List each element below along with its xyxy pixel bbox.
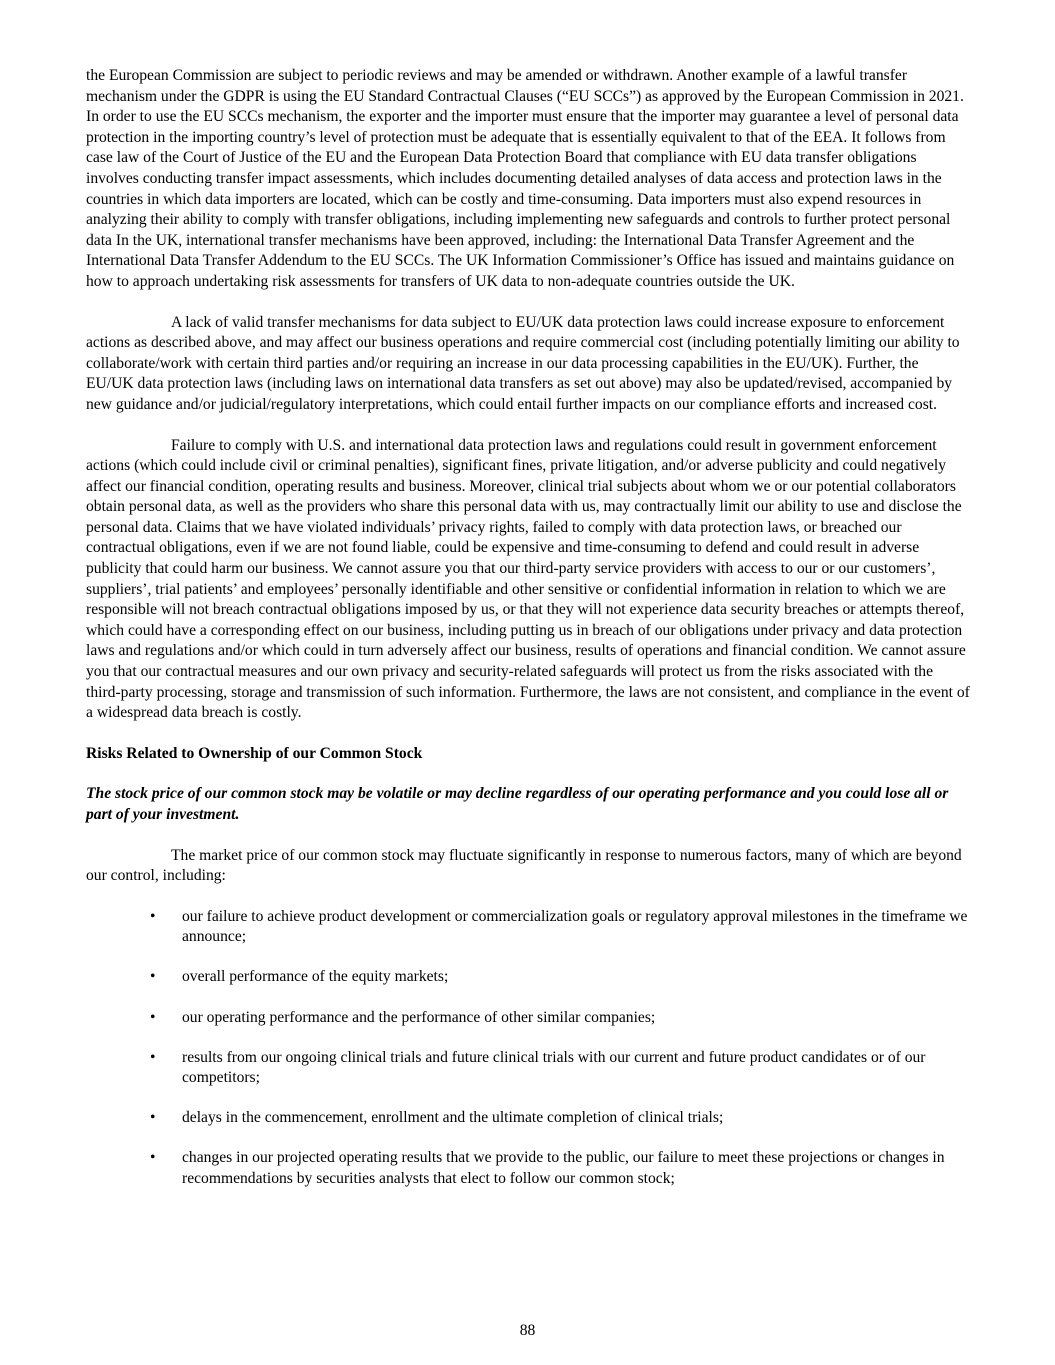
section-heading: Risks Related to Ownership of our Common Stock xyxy=(86,744,423,762)
paragraph-market-price-intro: The market price of our common stock may fluctuate significantly in response to numerous factors, many of which are beyond our control, including: xyxy=(86,846,962,885)
bullet-icon: • xyxy=(150,1109,156,1127)
bullet-icon: • xyxy=(150,907,156,925)
bullet-icon: • xyxy=(150,1008,156,1026)
risk-factor-bullet-list xyxy=(86,907,970,1190)
paragraph-compliance-failure: Failure to comply with U.S. and international data protection laws and regulations could result in government enforcement actions (which could include civil or criminal penalties), significant fines, private litigation, and/or adverse publicity and could negatively affect our financial condition, operating results and business. Moreover, clinical trial subjects about whom we or our potential collaborators obtain personal data, as well as the providers who share this personal data with us, may contractually limit our ability to use and disclose the personal data. Claims that we have violated individuals’ privacy rights, failed to comply with data protection laws, or breached our contractual obligations, even if we are not found liable, could be expensive and time-consuming to defend and could result in adverse publicity that could harm our business. We cannot assure you that our third-party service providers with access to our or our customers’, suppliers’, trial patients’ and employees’ personally identifiable and other sensitive or confidential information in relation to which we are responsible will not breach contractual obligations imposed by us, or that they will not experience data security breaches or attempts thereof, which could have a corresponding effect on our business, including putting us in breach of our obligations under privacy and data protection laws and regulations and/or which could in turn adversely affect our business, results of operations and financial condition. We cannot assure you that our contractual measures and our own privacy and security-related safeguards will protect us from the risks associated with the third-party processing, storage and transmission of such information. Furthermore, the laws are not consistent, and compliance in the event of a widespread data breach is costly. xyxy=(86,436,970,722)
paragraph-transfer-mechanisms: the European Commission are subject to periodic reviews and may be amended or withdrawn. Another example of a lawful transfer mechanism under the GDPR is using the EU Standard Contractual Clauses (“EU SCCs”) as approved by the European Commission in 2021. In order to use the EU SCCs mechanism, the exporter and the importer must ensure that the importer may guarantee a level of personal data protection in the importing country’s level of protection must be adequate that is essentially equivalent to that of the EEA. It follows from case law of the Court of Justice of the EU and the European Data Protection Board that compliance with EU data transfer obligations involves conducting transfer impact assessments, which includes documenting detailed analyses of data access and protection laws in the countries in which data importers are located, which can be costly and time-consuming. Data importers must also expend resources in analyzing their ability to comply with transfer obligations, including implementing new safeguards and controls to further protect personal data In the UK, international transfer mechanisms have been approved, including: the International Data Transfer Agreement and the International Data Transfer Addendum to the EU SCCs. The UK Information Commissioner’s Office has issued and maintains guidance on how to approach undertaking risk assessments for transfers of UK data to non-adequate countries outside the UK. xyxy=(86,67,964,290)
list-item-text: results from our ongoing clinical trials and future clinical trials with our current and future product candidates or of our competitors; xyxy=(182,1048,926,1087)
bullet-icon: • xyxy=(150,968,156,986)
risk-factor-heading: The stock price of our common stock may be volatile or may decline regardless of our operating performance and you could lose all or part of your investment. xyxy=(86,785,949,823)
list-item xyxy=(86,967,970,988)
bullet-icon: • xyxy=(150,1149,156,1167)
list-item-text: our failure to achieve product development or commercialization goals or regulatory approval milestones in the timeframe we announce; xyxy=(182,907,968,946)
page-number: 88 xyxy=(519,1322,536,1339)
bullet-icon: • xyxy=(150,1048,156,1066)
list-item xyxy=(86,1148,970,1189)
list-item xyxy=(86,1048,970,1089)
list-item-text: our operating performance and the performance of other similar companies; xyxy=(182,1008,656,1026)
list-item xyxy=(86,1108,970,1129)
list-item-text: overall performance of the equity markets; xyxy=(182,968,449,986)
list-item-text: changes in our projected operating results that we provide to the public, our failure to meet these projections or changes in recommendations by securities analysts that elect to follow our common stock; xyxy=(182,1149,945,1188)
list-item-text: delays in the commencement, enrollment and the ultimate completion of clinical trials; xyxy=(182,1109,724,1127)
document-body xyxy=(86,66,970,1209)
paragraph-transfer-exposure: A lack of valid transfer mechanisms for data subject to EU/UK data protection laws could increase exposure to enforcement actions as described above, and may affect our business operations and require commercial cost (including potentially limiting our ability to collaborate/work with certain third parties and/or requiring an increase in our data processing capabilities in the EU/UK). Further, the EU/UK data protection laws (including laws on international data transfers as set out above) may also be updated/revised, accompanied by new guidance and/or judicial/regulatory interpretations, which could entail further impacts on our compliance efforts and increased cost. xyxy=(86,313,960,413)
list-item xyxy=(86,907,970,948)
list-item xyxy=(86,1008,970,1029)
